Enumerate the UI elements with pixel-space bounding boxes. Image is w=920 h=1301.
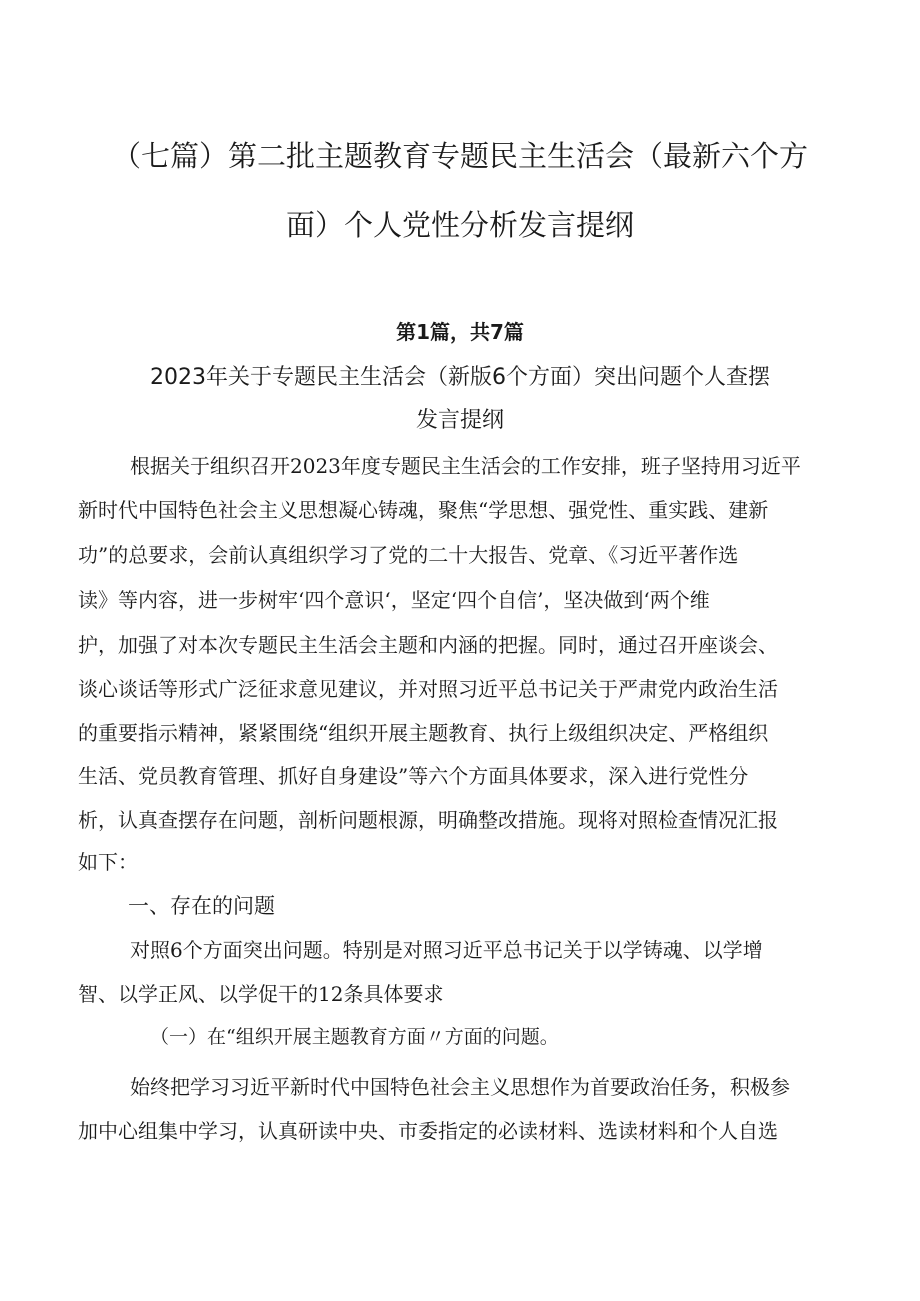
section-heading: 一、存在的问题 — [128, 894, 275, 918]
paragraph-line: 功”的总要求，会前认真组织学习了党的二十大报告、党章、《习近平著作选 — [78, 543, 739, 567]
paragraph-line: 如下： — [78, 850, 138, 874]
paragraph-line: 新时代中国特色社会主义思想凝心铸魂，聚焦“学思想、强党性、重实践、建新 — [78, 498, 769, 522]
paragraph-line: 的重要指示精神，紧紧围绕“组织开展主题教育、执行上级组织决定、严格组织 — [78, 721, 769, 745]
paragraph-line: 对照6个方面突出问题。特别是对照习近平总书记关于以学铸魂、以学增 — [130, 938, 763, 962]
article-heading-line-1: 2023年关于专题民主生活会（新版6个方面）突出问题个人查摆 — [150, 365, 770, 390]
paragraph-line: 加中心组集中学习，认真研读中央、市委指定的必读材料、选读材料和个人自选 — [78, 1119, 778, 1143]
paragraph-line: 根据关于组织召开2023年度专题民主生活会的工作安排，班子坚持用习近平 — [130, 454, 801, 478]
subsection-heading: （一）在“组织开展主题教育方面〃方面的问题。 — [150, 1026, 559, 1048]
paragraph-line: 谈心谈话等形式广泛征求意见建议，并对照习近平总书记关于严肃党内政治生活 — [78, 677, 778, 701]
chapter-label: 第1篇，共7篇 — [396, 320, 524, 344]
paragraph-line: 始终把学习习近平新时代中国特色社会主义思想作为首要政治任务，积极参 — [130, 1075, 790, 1099]
paragraph-line: 读》等内容，进一步树牢‘四个意识‘，坚定‘四个自信’，坚决做到‘两个维 — [78, 588, 710, 612]
paragraph-line: 析，认真查摆存在问题，剖析问题根源，明确整改措施。现将对照检查情况汇报 — [78, 808, 778, 832]
paragraph-line: 护，加强了对本次专题民主生活会主题和内涵的把握。同时，通过召开座谈会、 — [78, 633, 778, 657]
paragraph-line: 生活、党员教育管理、抓好自身建设”等六个方面具体要求，深入进行党性分 — [78, 764, 749, 788]
paragraph-line: 智、以学正风、以学促干的12条具体要求 — [78, 982, 444, 1006]
document-title-line-1: （七篇）第二批主题教育专题民主生活会（最新六个方 — [111, 139, 808, 173]
document-title-line-2: 面）个人党性分析发言提纲 — [285, 208, 634, 242]
article-heading-line-2: 发言提纲 — [415, 408, 504, 433]
